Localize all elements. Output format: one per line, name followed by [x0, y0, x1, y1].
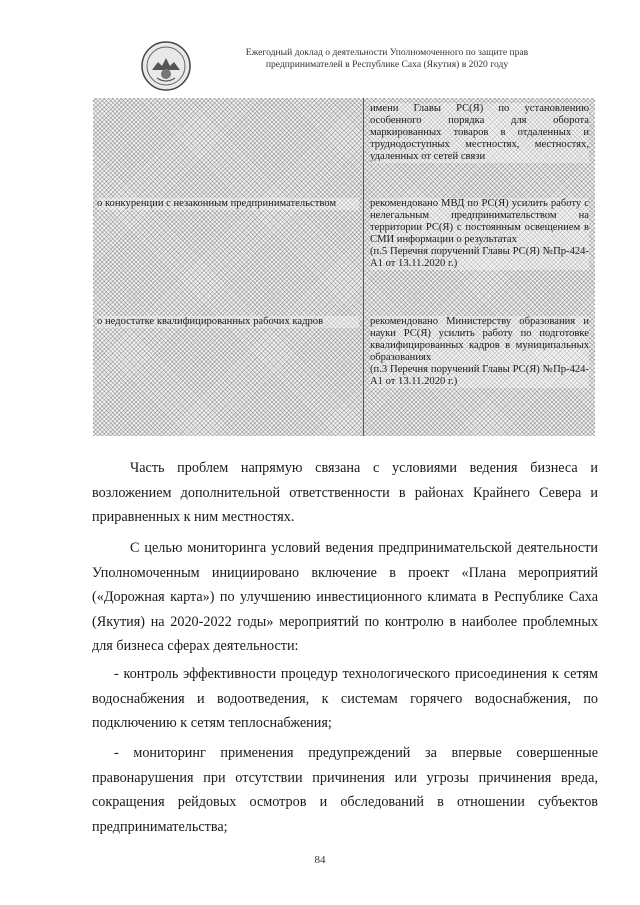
table-cell-row2-ref: (п.3 Перечня поручений Главы РС(Я) №Пр-424-А1 от 13.11.2020 г.) — [370, 364, 589, 387]
emblem-icon — [140, 40, 192, 92]
table-cell-row0-right: имени Главы РС(Я) по установлению особенного порядка для оборота маркированных товаров в отдаленных и труднодоступных местностях, местностях, удаленных от сетей связи — [370, 103, 589, 162]
page-number: 84 — [314, 854, 326, 866]
table-cell-row2-right — [370, 316, 589, 388]
table-cell-row1-ref: (п.5 Перечня поручений Главы РС(Я) №Пр-424-А1 от 13.11.2020 г.) — [370, 246, 589, 269]
paragraph-2: С целью мониторинга условий ведения предпринимательской деятельности Уполномоченным инициировано включение в проект «Плана мероприятий («Дорожная карта») по улучшению инвестиционного климата в Республике Саха (Якутия) на 2020-2022 годы» мероприятий по контролю в наиболее проблемных для бизнеса сферах деятельности: — [92, 540, 598, 654]
document-header — [222, 47, 552, 71]
table-cell-row1-right — [370, 198, 589, 270]
table-column-divider — [363, 98, 364, 436]
header-line-2: предпринимателей в Республике Саха (Якутия) в 2020 году — [265, 59, 509, 70]
table-cell-row1-text: рекомендовано МВД по РС(Я) усилить работу с нелегальным предпринимательством на территории РС(Я) с постоянным освещением в СМИ информации о результатах — [370, 198, 589, 245]
table-cell-row2-text: рекомендовано Министерству образования и науки РС(Я) усилить работу по подготовке квалифицированных кадров в муниципальных образованиях — [370, 316, 589, 363]
table-cell-row2-left: о недостатке квалифицированных рабочих кадров — [97, 316, 359, 328]
table-cell-row1-left: о конкуренции с незаконным предпринимательством — [97, 198, 359, 210]
paragraph-1: Часть проблем напрямую связана с условиями ведения бизнеса и возложением дополнительной ответственности в районах Крайнего Севера и приравненных к ним местностях. — [92, 460, 598, 525]
header-line-1: Ежегодный доклад о деятельности Уполномоченного по защите прав — [245, 47, 529, 58]
bullet-item-1: - контроль эффективности процедур технологического присоединения к сетям водоснабжения и водоотведения, к системам горячего водоснабжения, по подключению к сетям теплоснабжения; — [92, 666, 598, 731]
bullet-item-2: - мониторинг применения предупреждений за впервые совершенные правонарушения при отсутствии причинения или угрозы причинения вреда, сокращения рейдовых осмотров и обследований в отношении субъектов предпринимательства; — [92, 745, 598, 835]
